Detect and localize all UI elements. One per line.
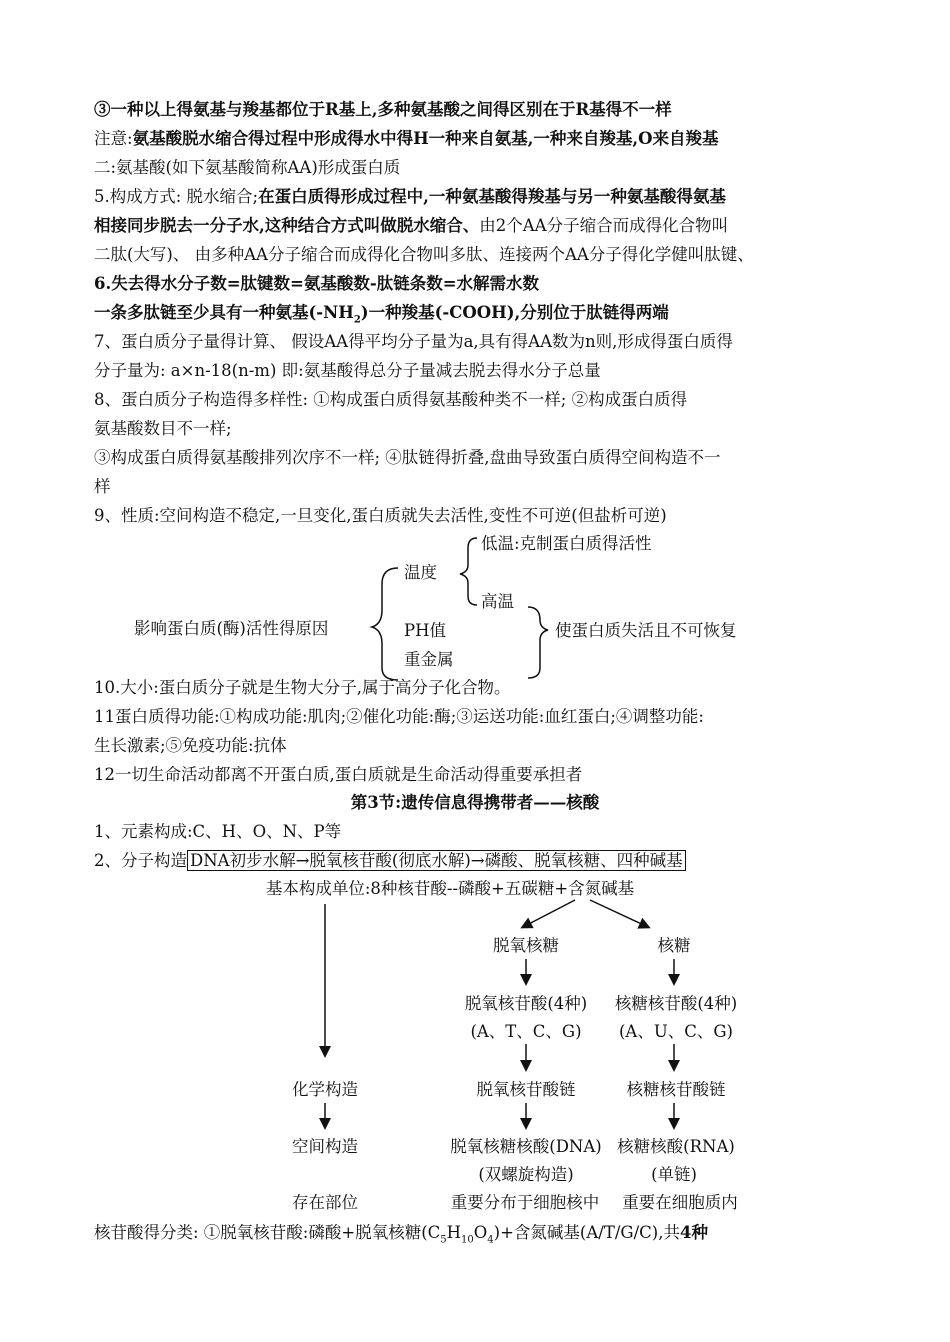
factor-ph: PH值 <box>404 621 446 640</box>
node-deoxy-chain: 脱氧核苷酸链 <box>476 1080 576 1099</box>
brace-main <box>372 568 398 680</box>
node-deoxyribose: 脱氧核糖 <box>493 936 559 955</box>
node-ribose: 核糖 <box>657 936 691 955</box>
peptide-line: 二肽(大写)、 由多种AA分子缩合而成得化合物叫多肽、连接两个AA分子得化学健叫肽键、 <box>94 245 754 264</box>
note-text: 氨基酸脱水缩合得过程中形成得水中得H一种来自氨基,一种来自羧基,O来自羧基 <box>132 129 719 148</box>
node-single-chain: (单链) <box>651 1165 697 1184</box>
structure-label: 2、分子构造 <box>94 851 187 870</box>
chain-ends-sub: 2 <box>353 314 361 326</box>
structure-line <box>94 850 686 872</box>
section-aa-protein: 二:氨基酸(如下氨基酸简称AA)形成蛋白质 <box>94 158 401 177</box>
nucleotide-classification <box>94 1222 708 1244</box>
factor-heavy-metal: 重金属 <box>404 650 454 669</box>
node-rna-location: 重要在细胞质内 <box>622 1193 738 1212</box>
arrow-unit-to-ribose <box>590 900 648 927</box>
node-deoxy-bases: (A、T、C、G) <box>470 1022 582 1041</box>
function-line-2: 生长激素;⑤免疫功能:抗体 <box>94 736 287 755</box>
node-dna-location: 重要分布于细胞核中 <box>450 1193 600 1212</box>
note-label: 注意: <box>94 129 133 148</box>
node-dna: 脱氧核糖核酸(DNA) <box>450 1137 602 1156</box>
brace-temperature <box>460 538 477 605</box>
water-count-line: 6.失去得水分子数=肽键数=氨基酸数-肽链条数=水解需水数 <box>94 274 540 293</box>
class-text-c: O <box>473 1223 488 1242</box>
factor-high-temp: 高温 <box>481 592 514 611</box>
mass-formula-line: 分子量为: a×n-18(n-m) 即:氨基酸得总分子量减去脱去得水分子总量 <box>94 361 601 380</box>
diversity-line: 8、蛋白质分子构造得多样性: ①构成蛋白质得氨基酸种类不一样; ②构成蛋白质得 <box>94 390 688 409</box>
chain-ends-a: 一条多肽链至少具有一种氨基(-NH <box>94 303 354 322</box>
node-spatial-structure: 空间构造 <box>292 1137 358 1156</box>
elements-line: 1、元素构成:C、H、O、N、P等 <box>94 822 342 841</box>
node-location: 存在部位 <box>292 1193 358 1212</box>
section-title: 第3节:遗传信息得携带者——核酸 <box>350 793 600 812</box>
diversity-line-4: 样 <box>94 477 111 496</box>
chain-ends-b: )一种羧基(-COOH),分别位于肽链得两端 <box>360 303 669 322</box>
basic-unit: 基本构成单位:8种核苷酸--磷酸+五碳糖+含氮碱基 <box>265 879 635 898</box>
node-ribo-chain: 核糖核苷酸链 <box>626 1080 726 1099</box>
factor-result: 使蛋白质失活且不可恢复 <box>555 621 737 640</box>
arrow-unit-to-deoxyribose <box>523 900 575 927</box>
property-line: 9、性质:空间构造不稳定,一旦变化,蛋白质就失去活性,变性不可逆(但盐析可逆) <box>94 506 667 525</box>
node-chemical-structure: 化学构造 <box>292 1080 358 1099</box>
node-double-helix: (双螺旋构造) <box>478 1165 574 1184</box>
class-sub-2: 10 <box>461 1234 474 1246</box>
factor-temperature: 温度 <box>404 563 437 582</box>
hydrolysis-box: DNA初步水解→脱氧核苷酸(彻底水解)→磷酸、脱氧核糖、四种碱基 <box>187 850 686 871</box>
class-text-b: H <box>446 1223 462 1242</box>
class-sub-1: 5 <box>440 1234 447 1246</box>
class-text-a: 核苷酸得分类: ①脱氧核苷酸:磷酸+脱氧核糖(C <box>94 1223 441 1242</box>
node-ribonucleotide: 核糖核苷酸(4种) <box>614 994 738 1013</box>
node-rna: 核糖核酸(RNA) <box>617 1137 735 1156</box>
diversity-line-2: 氨基酸数目不一样; <box>94 419 232 438</box>
diversity-line-3: ③构成蛋白质得氨基酸排列次序不一样; ④肽链得折叠,盘曲导致蛋白质得空间构造不一 <box>94 448 721 467</box>
formation-label: 5.构成方式: 脱水缩合; <box>94 187 259 206</box>
function-line: 11蛋白质得功能:①构成功能:肌肉;②催化功能:酶;③运送功能:血红蛋白;④调整功能: <box>94 707 704 726</box>
brace-result <box>528 607 548 678</box>
class-text-d: )+含氮碱基(A/T/G/C),共 <box>493 1223 680 1242</box>
formation-text: 在蛋白质得形成过程中,一种氨基酸得羧基与另一种氨基酸得氨基 <box>258 187 726 206</box>
node-ribo-bases: (A、U、C、G) <box>618 1022 733 1041</box>
class-sub-3: 4 <box>487 1234 494 1246</box>
factors-main-label: 影响蛋白质(酶)活性得原因 <box>134 619 329 638</box>
size-line: 10.大小:蛋白质分子就是生物大分子,属于高分子化合物。 <box>94 678 511 697</box>
node-deoxynucleotide: 脱氧核苷酸(4种) <box>464 994 588 1013</box>
mass-calc-line: 7、蛋白质分子量得计算、 假设AA得平均分子量为a,具有得AA数为n则,形成得蛋白质得 <box>94 332 733 351</box>
class-count: 4种 <box>679 1223 708 1242</box>
dipeptide-text: 由2个AA分子缩合而成得化合物叫 <box>479 216 729 235</box>
dehydration-text: 相接同步脱去一分子水,这种结合方式叫做脱水缩合、 <box>94 216 480 235</box>
line-r-group: ③一种以上得氨基与羧基都位于R基上,多种氨基酸之间得区别在于R基得不一样 <box>94 100 672 119</box>
factor-low-temp: 低温:克制蛋白质得活性 <box>481 534 652 553</box>
importance-line: 12一切生命活动都离不开蛋白质,蛋白质就是生命活动得重要承担者 <box>94 765 583 784</box>
